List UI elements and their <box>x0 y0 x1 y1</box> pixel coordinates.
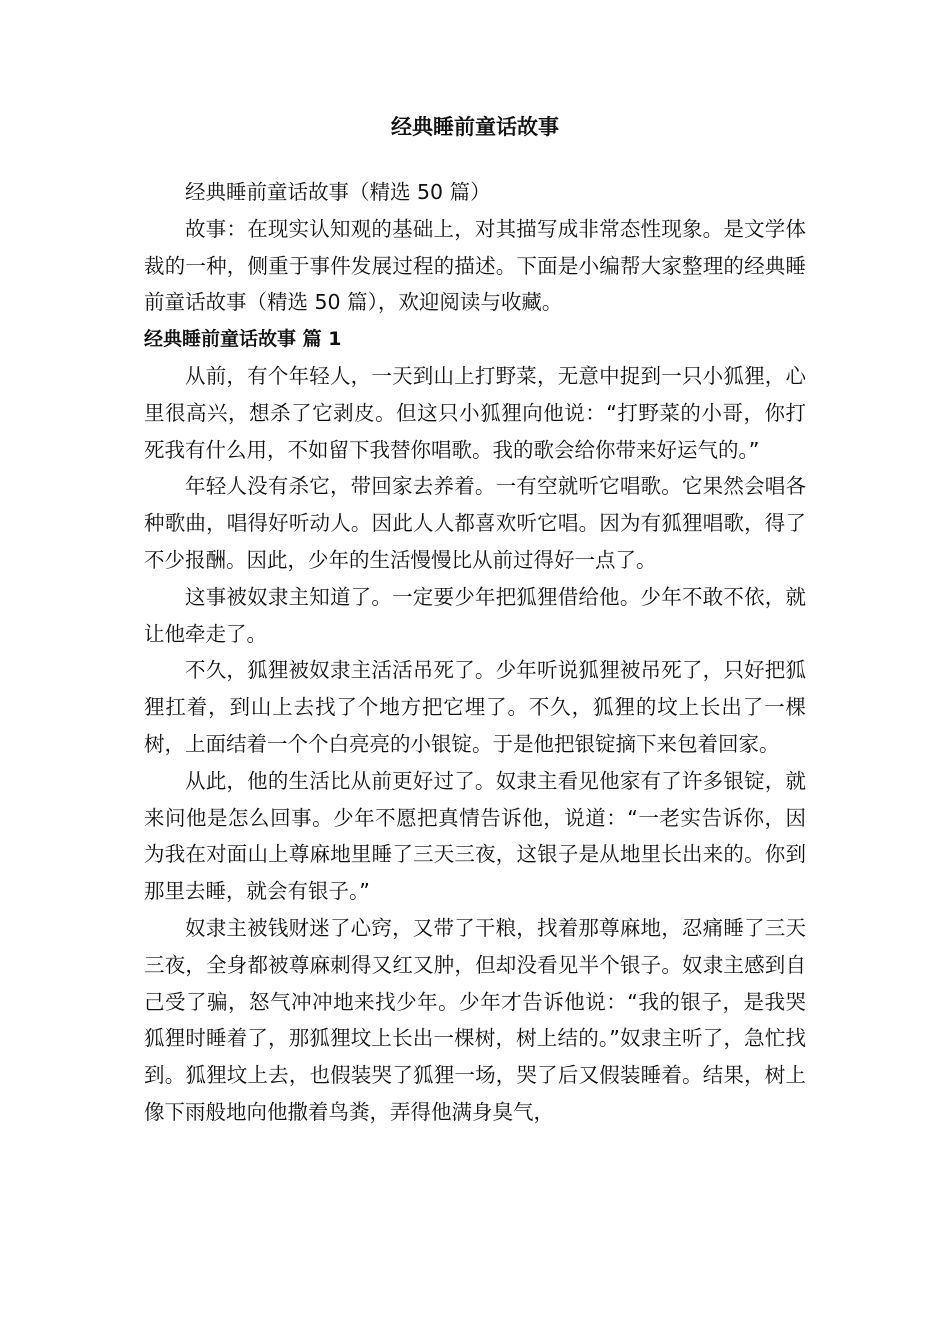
document-title: 经典睡前童话故事 <box>391 115 559 139</box>
story-paragraph: 从前，有个年轻人，一天到山上打野菜，无意中捉到一只小狐狸，心里很高兴，想杀了它剥皮。但这只小狐狸向他说：“打野菜的小哥，你打死我有什么用，不如留下我替你唱歌。我的歌会给你带来好运气的。” <box>144 363 806 462</box>
intro-paragraph: 经典睡前童话故事（精选 50 篇） <box>185 180 491 204</box>
document-body <box>144 174 806 1131</box>
story-paragraph: 从此，他的生活比从前更好过了。奴隶主看见他家有了许多银锭，就来问他是怎么回事。少年不愿把真情告诉他，说道：“一老实告诉你，因为我在对面山上尊麻地里睡了三天三夜，这银子是从地里长出来的。你到那里去睡，就会有银子。” <box>144 768 806 904</box>
story-paragraph: 奴隶主被钱财迷了心窍，又带了干粮，找着那尊麻地，忍痛睡了三天三夜，全身都被尊麻刺得又红又肿，但却没看见半个银子。奴隶主感到自己受了骗，怒气冲冲地来找少年。少年才告诉他说：“我的银子，是我哭狐狸时睡着了，那狐狸坟上长出一棵树，树上结的。”奴隶主听了，急忙找到。狐狸坟上去，也假装哭了狐狸一场，哭了后又假装睡着。结果，树上像下雨般地向他撒着鸟粪，弄得他满身臭气， <box>144 915 806 1124</box>
intro-paragraph: 故事：在现实认知观的基础上，对其描写成非常态性现象。是文学体裁的一种，侧重于事件发展过程的描述。下面是小编帮大家整理的经典睡前童话故事（精选 50 篇），欢迎阅读与收藏。 <box>144 216 806 315</box>
story-paragraph: 年轻人没有杀它，带回家去养着。一有空就听它唱歌。它果然会唱各种歌曲，唱得好听动人。因此人人都喜欢听它唱。因为有狐狸唱歌，得了不少报酬。因此，少年的生活慢慢比从前过得好一点了。 <box>144 474 806 572</box>
section-heading: 经典睡前童话故事 篇 1 <box>144 328 342 351</box>
story-paragraph: 这事被奴隶主知道了。一定要少年把狐狸借给他。少年不敢不依，就让他牵走了。 <box>144 584 806 646</box>
story-paragraph: 不久，狐狸被奴隶主活活吊死了。少年听说狐狸被吊死了，只好把狐狸扛着，到山上去找了个地方把它埋了。不久，狐狸的坟上长出了一棵树，上面结着一个个白亮亮的小银锭。于是他把银锭摘下来包着回家。 <box>144 658 806 756</box>
